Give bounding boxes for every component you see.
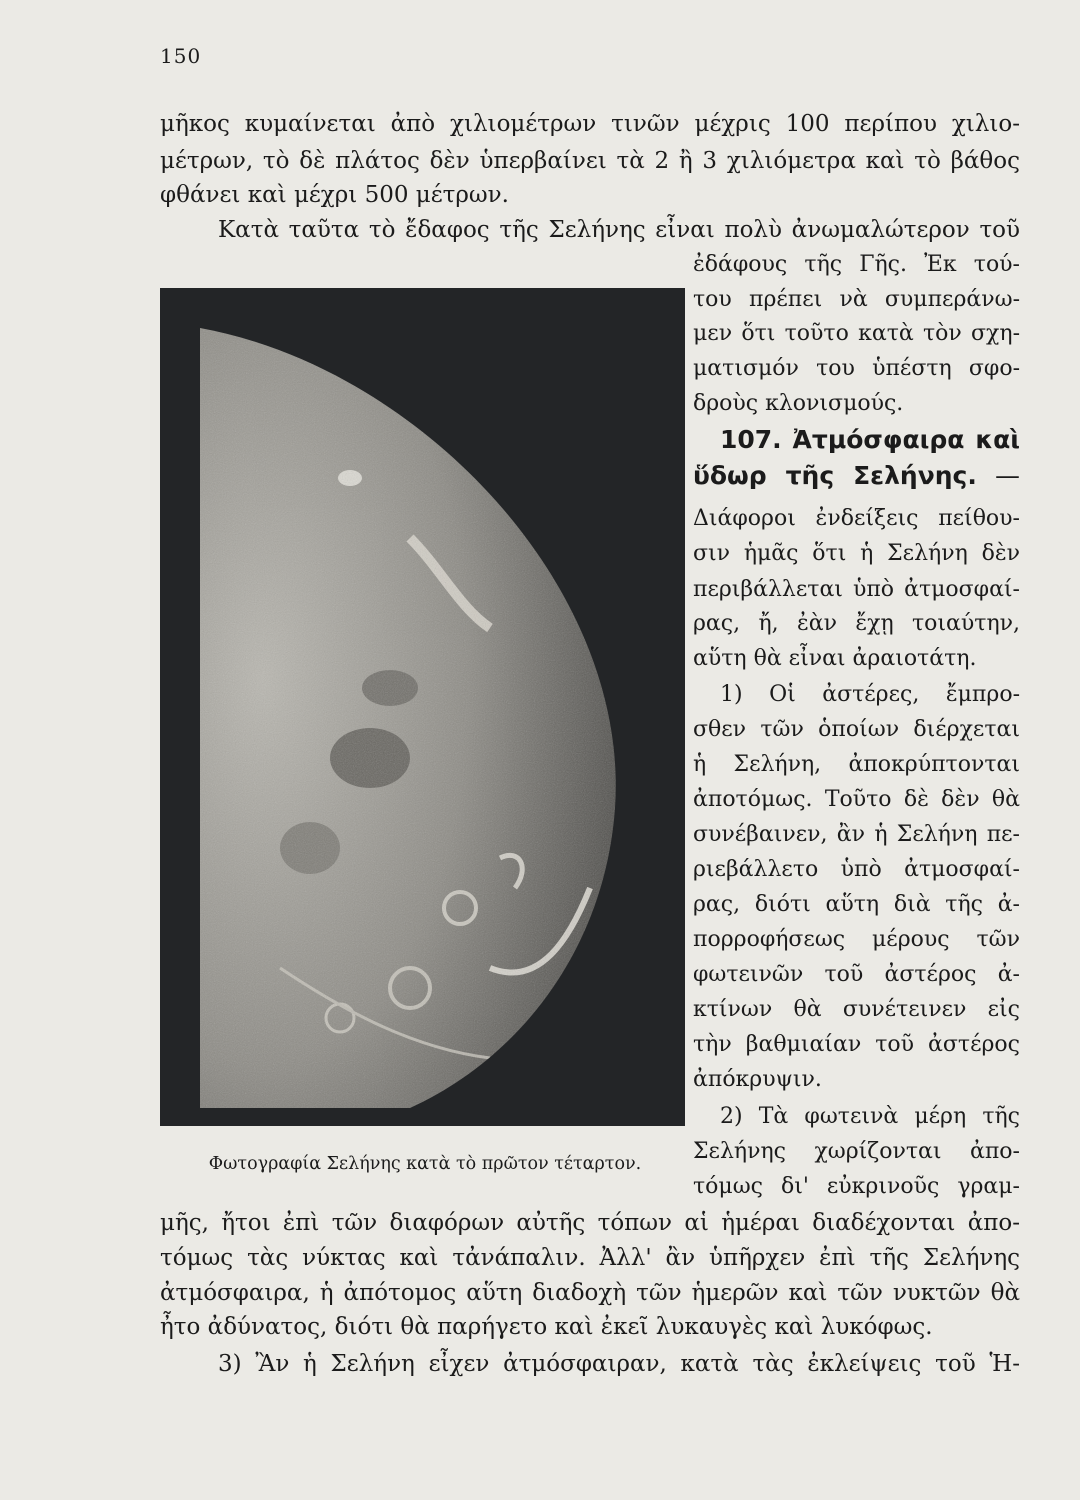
column-line: του πρέπει νὰ συμπεράνω- <box>693 287 1020 312</box>
column-line: 2) Τὰ φωτεινὰ μέρη τῆς <box>720 1104 1020 1129</box>
column-line: μεν ὅτι τοῦτο κατὰ τὸν σχη- <box>693 321 1020 346</box>
body-line: μῆς, ἤτοι ἐπὶ τῶν διαφόρων αὐτῆς τόπων αἱ ἡμέραι διαδέχονται ἀπο- <box>160 1210 1020 1236</box>
body-line: 3) Ἂν ἡ Σελήνη εἶχεν ἀτμόσφαιραν, κατὰ τὰς ἐκλείψεις τοῦ Ἡ- <box>218 1351 1020 1377</box>
body-line: φθάνει καὶ μέχρι 500 μέτρων. <box>160 182 509 208</box>
body-line: ἦτο ἀδύνατος, διότι θὰ παρήγετο καὶ ἐκεῖ λυκαυγὲς καὶ λυκόφως. <box>160 1314 933 1340</box>
column-line: αὕτη θὰ εἶναι ἀραιοτάτη. <box>693 646 977 671</box>
column-line: ριεβάλλετο ὑπὸ ἀτμοσφαί- <box>693 857 1020 882</box>
section-heading: 107. Ἀτμόσφαιρα καὶ <box>720 425 1020 454</box>
page-number: 150 <box>160 44 202 68</box>
column-line: ἀποτόμως. Τοῦτο δὲ δὲν θὰ <box>693 787 1020 812</box>
column-line: ρας, διότι αὕτη διὰ τῆς ἀ- <box>693 892 1020 917</box>
section-heading-dash: — <box>976 461 1020 490</box>
body-line: τόμως τὰς νύκτας καὶ τἀνάπαλιν. Ἀλλ' ἂν ὑπῆρχεν ἐπὶ τῆς Σελήνης <box>160 1245 1020 1271</box>
figure-caption: Φωτογραφία Σελήνης κατὰ τὸ πρῶτον τέταρτον. <box>208 1154 642 1174</box>
body-line: μῆκος κυμαίνεται ἀπὸ χιλιομέτρων τινῶν μέχρις 100 περίπου χιλιο- <box>160 111 1020 137</box>
column-line: πορροφήσεως μέρους τῶν <box>693 927 1020 952</box>
column-line: τόμως δι' εὐκρινοῦς γραμ- <box>693 1174 1020 1199</box>
section-heading-2 <box>693 460 1020 492</box>
column-line: σθεν τῶν ὁποίων διέρχεται <box>693 717 1020 742</box>
column-line: ρας, ἤ, ἐὰν ἔχῃ τοιαύτην, <box>693 611 1020 636</box>
column-line: 1) Οἱ ἀστέρες, ἔμπρο- <box>720 682 1020 707</box>
column-line: δροὺς κλονισμούς. <box>693 391 904 416</box>
column-line: περιβάλλεται ὑπὸ ἀτμοσφαί- <box>693 577 1020 602</box>
moon-image <box>160 288 685 1126</box>
column-line: ἡ Σελήνη, ἀποκρύπτονται <box>693 752 1020 777</box>
column-line: σιν ἡμᾶς ὅτι ἡ Σελήνη δὲν <box>693 541 1020 566</box>
moon-photograph <box>160 288 685 1126</box>
column-line: ματισμόν του ὑπέστη σφο- <box>693 356 1020 381</box>
column-line: ἐδάφους τῆς Γῆς. Ἐκ τού- <box>693 252 1020 277</box>
column-line: κτίνων θὰ συνέτεινεν εἰς <box>693 997 1020 1022</box>
body-line: μέτρων, τὸ δὲ πλάτος δὲν ὑπερβαίνει τὰ 2 ἢ 3 χιλιόμετρα καὶ τὸ βάθος <box>160 148 1020 174</box>
column-line: Σελήνης χωρίζονται ἀπο- <box>693 1139 1020 1164</box>
column-line: τὴν βαθμιαίαν τοῦ ἀστέρος <box>693 1032 1020 1057</box>
column-line: φωτεινῶν τοῦ ἀστέρος ἀ- <box>693 962 1020 987</box>
section-heading-text: ὕδωρ τῆς Σελήνης. <box>693 461 977 490</box>
body-line: Κατὰ ταῦτα τὸ ἔδαφος τῆς Σελήνης εἶναι πολὺ ἀνωμαλώτερον τοῦ <box>218 217 1020 243</box>
column-line: ἀπόκρυψιν. <box>693 1067 822 1092</box>
body-line: ἀτμόσφαιρα, ἡ ἀπότομος αὕτη διαδοχὴ τῶν ἡμερῶν καὶ τῶν νυκτῶν θὰ <box>160 1280 1020 1306</box>
column-line: Διάφοροι ἐνδείξεις πείθου- <box>693 506 1020 531</box>
column-line: συνέβαινεν, ἂν ἡ Σελήνη πε- <box>693 822 1020 847</box>
